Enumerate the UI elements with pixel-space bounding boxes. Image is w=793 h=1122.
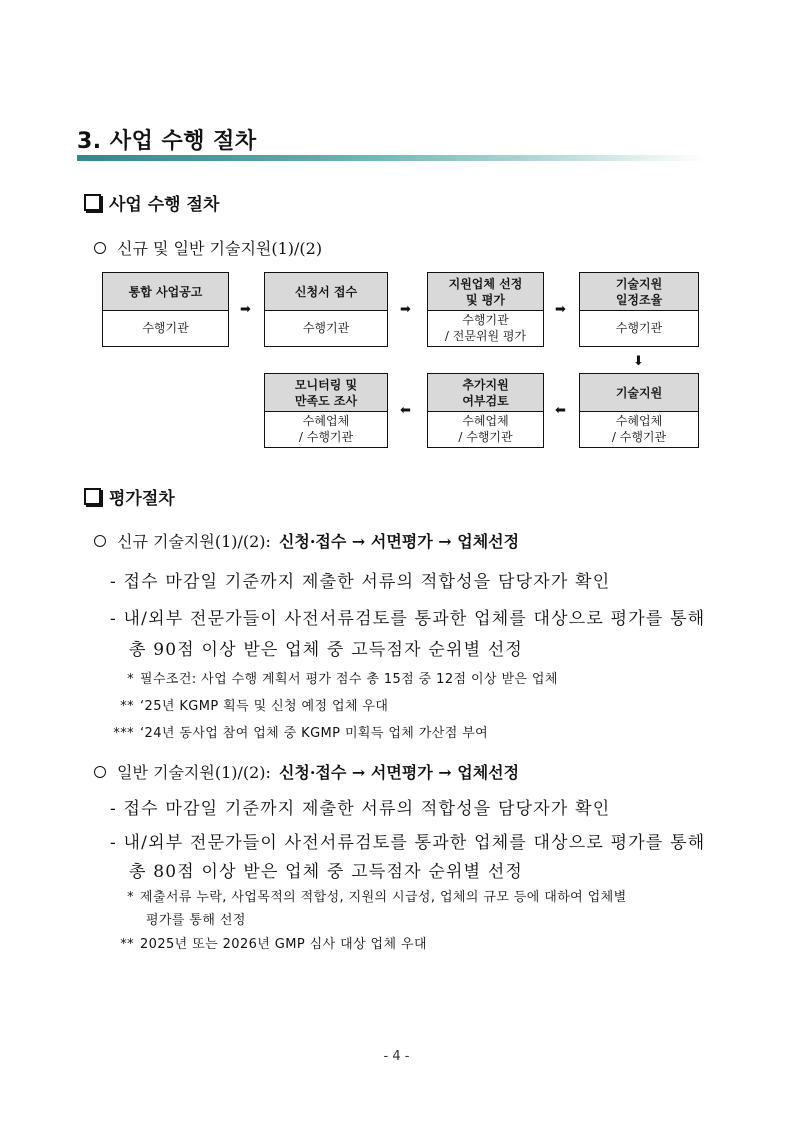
note-text: ‘25년 KGMP 획득 및 신청 예정 업체 우대 bbox=[140, 699, 389, 714]
flow-box-title: 신청서 접수 bbox=[265, 273, 387, 311]
section-heading-procedure bbox=[84, 190, 219, 215]
eval-new-note bbox=[108, 695, 388, 714]
page-number: - 4 - bbox=[383, 1049, 410, 1064]
eval-general-note bbox=[108, 933, 427, 952]
note-marker: * bbox=[127, 672, 134, 687]
note-marker: *** bbox=[113, 726, 134, 741]
flow-box-body: 수혜업체 / 수행기관 bbox=[611, 413, 667, 444]
eval-new-item: - 내/외부 전문가들이 사전서류검토를 통과한 업체를 대상으로 평가를 통해 bbox=[110, 609, 706, 629]
flow-box-body: 수혜업체 / 수행기관 bbox=[458, 413, 513, 444]
flow-box-body: 수행기관 bbox=[302, 320, 350, 335]
flow-box-body: 수행기관 bbox=[615, 320, 663, 335]
flow-box-schedule bbox=[579, 272, 699, 347]
flow-box-title: 기술지원 bbox=[580, 374, 698, 412]
title-underline bbox=[77, 155, 707, 161]
arrow-left-icon: ⬅ bbox=[555, 403, 566, 418]
eval-general-line bbox=[94, 760, 519, 783]
eval-new-note bbox=[108, 722, 488, 741]
flow-box-title: 기술지원 일정조율 bbox=[580, 273, 698, 311]
flow-caption bbox=[94, 236, 322, 259]
section-heading-label: 사업 수행 절차 bbox=[109, 195, 220, 215]
eval-new-label: 신규 기술지원(1)/(2): bbox=[117, 532, 271, 551]
eval-general-item-continued: 총 80점 이상 받은 업체 중 고득점자 순위별 선정 bbox=[129, 862, 524, 882]
note-marker: * bbox=[127, 890, 134, 905]
arrow-right-icon: ➡ bbox=[240, 302, 251, 317]
eval-general-item: - 내/외부 전문가들이 사전서류검토를 통과한 업체를 대상으로 평가를 통해 bbox=[110, 833, 706, 853]
eval-new-note bbox=[108, 668, 558, 687]
note-text: 필수조건: 사업 수행 계획서 평가 점수 총 15점 중 12점 이상 받은 업체 bbox=[140, 672, 558, 687]
eval-new-steps: 신청·접수 → 서면평가 → 업체선정 bbox=[278, 532, 520, 551]
arrow-right-icon: ➡ bbox=[400, 302, 411, 317]
note-marker: ** bbox=[120, 937, 134, 952]
eval-new-item-continued: 총 90점 이상 받은 업체 중 고득점자 순위별 선정 bbox=[129, 640, 524, 660]
flow-box-title: 통합 사업공고 bbox=[103, 273, 228, 311]
eval-new-item: - 접수 마감일 기준까지 제출한 서류의 적합성을 담당자가 확인 bbox=[110, 572, 611, 592]
note-text: ‘24년 동사업 참여 업체 중 KGMP 미획득 업체 가산점 부여 bbox=[140, 726, 489, 741]
checkbox-square-icon bbox=[84, 194, 101, 211]
page-title: 3. 사업 수행 절차 bbox=[77, 129, 257, 154]
circle-bullet-icon bbox=[94, 535, 106, 547]
flow-box-tech-support bbox=[579, 373, 699, 448]
flow-box-application bbox=[264, 272, 388, 347]
flow-box-monitoring bbox=[264, 373, 388, 448]
flow-box-title: 지원업체 선정 및 평가 bbox=[428, 273, 543, 311]
flow-box-additional-review bbox=[427, 373, 544, 448]
flow-box-selection bbox=[427, 272, 544, 347]
circle-bullet-icon bbox=[94, 242, 106, 254]
flow-box-body: 수혜업체 / 수행기관 bbox=[298, 413, 354, 444]
flow-box-title: 모니터링 및 만족도 조사 bbox=[265, 374, 387, 412]
note-text: 제출서류 누락, 사업목적의 적합성, 지원의 시급성, 업체의 규모 등에 대하여 업체별 bbox=[140, 890, 627, 905]
flow-caption-text: 신규 및 일반 기술지원(1)/(2) bbox=[117, 239, 323, 258]
circle-bullet-icon bbox=[94, 766, 106, 778]
eval-general-note bbox=[108, 886, 627, 905]
eval-general-steps: 신청·접수 → 서면평가 → 업체선정 bbox=[278, 763, 520, 782]
arrow-left-icon: ⬅ bbox=[400, 403, 411, 418]
section-heading-label: 평가절차 bbox=[109, 489, 175, 509]
checkbox-square-icon bbox=[84, 488, 101, 505]
flow-box-title: 추가지원 여부검토 bbox=[428, 374, 543, 412]
eval-general-note-continued: 평가를 통해 선정 bbox=[146, 913, 246, 928]
flow-box-body: 수행기관 bbox=[142, 320, 189, 335]
section-heading-evaluation bbox=[84, 484, 175, 509]
eval-general-item: - 접수 마감일 기준까지 제출한 서류의 적합성을 담당자가 확인 bbox=[110, 799, 611, 819]
eval-new-line bbox=[94, 529, 519, 552]
note-text: 2025년 또는 2026년 GMP 심사 대상 업체 우대 bbox=[140, 937, 427, 952]
arrow-down-icon: ⬇ bbox=[633, 354, 644, 369]
eval-general-label: 일반 기술지원(1)/(2): bbox=[117, 763, 271, 782]
arrow-right-icon: ➡ bbox=[555, 302, 566, 317]
note-marker: ** bbox=[120, 699, 134, 714]
flow-box-body: 수행기관 / 전문위원 평가 bbox=[444, 312, 527, 343]
flow-box-announcement bbox=[102, 272, 229, 347]
